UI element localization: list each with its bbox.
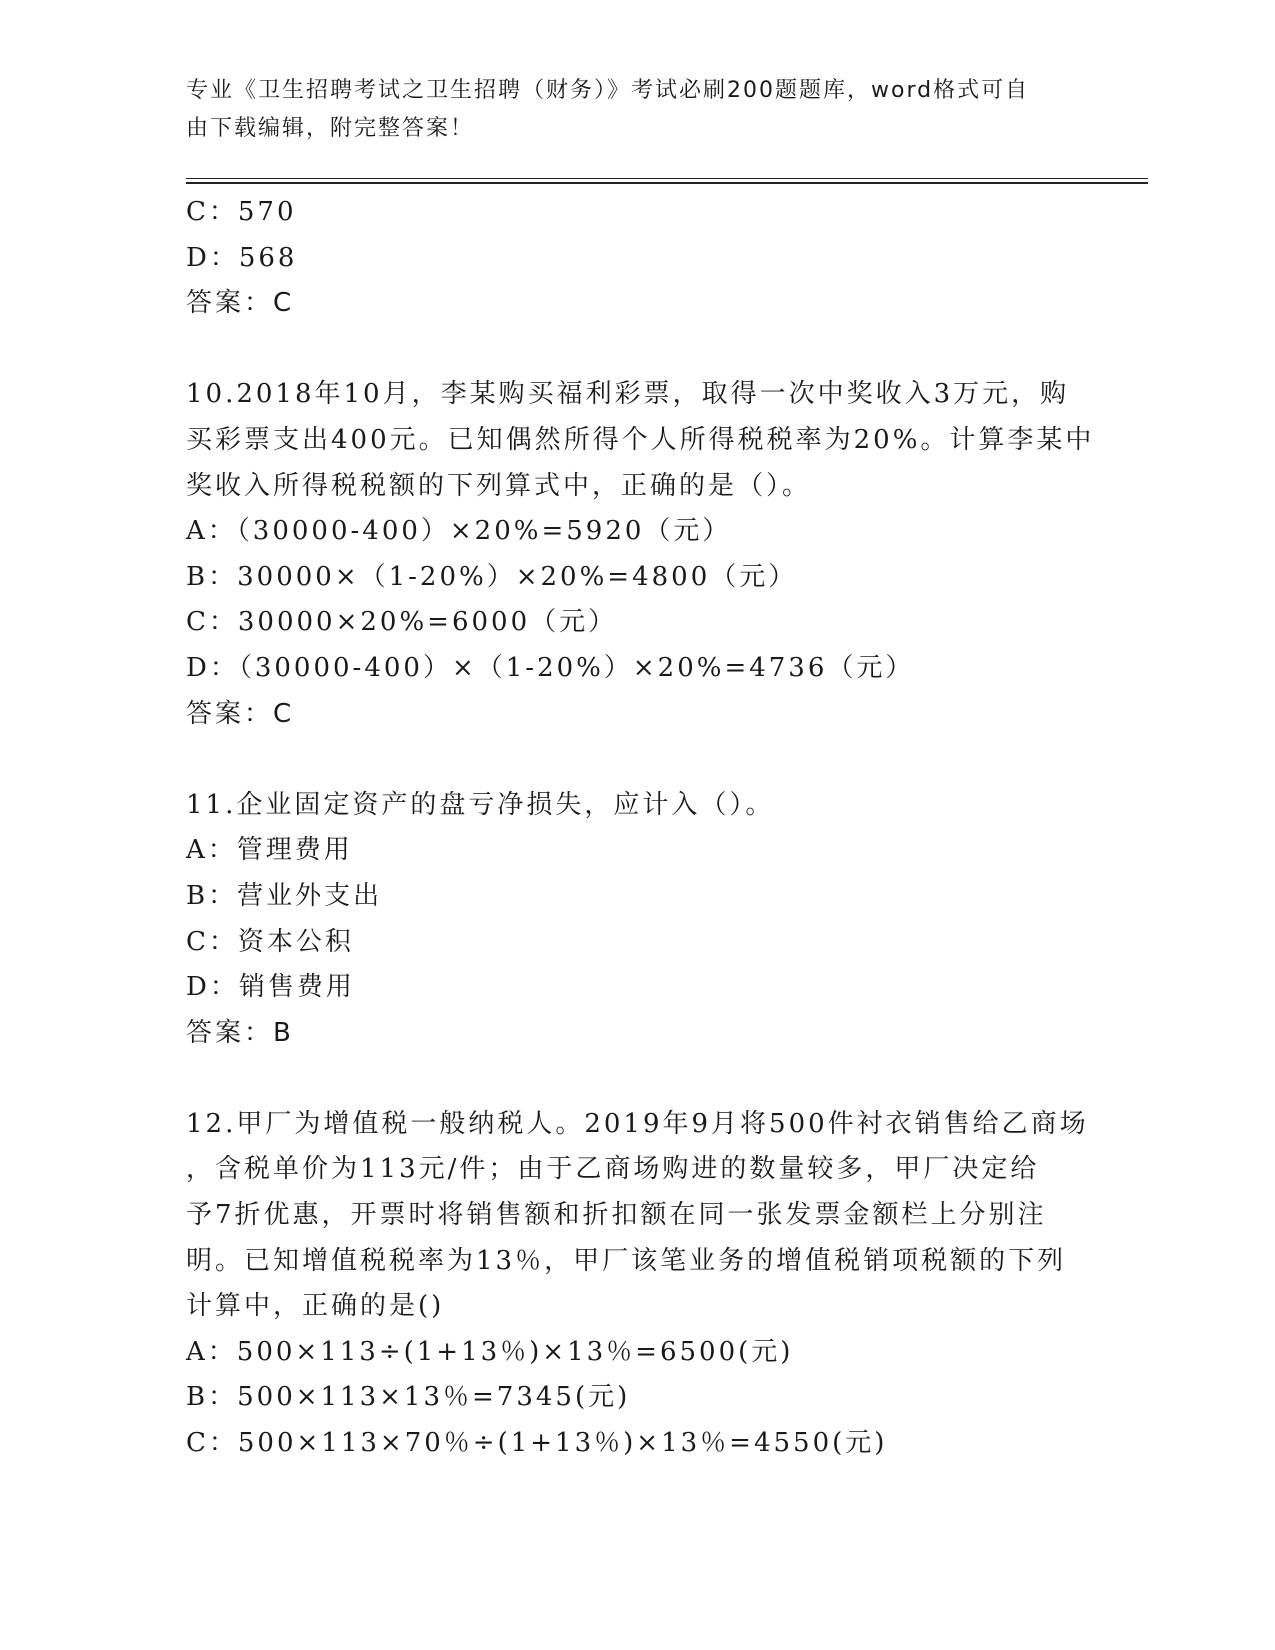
spacer (186, 1056, 1086, 1102)
question-12-option-b: B：500×113×13％=7345(元) (186, 1382, 631, 1413)
question-content (186, 190, 1095, 1467)
question-10-option-d: D：（30000-400）×（1-20%）×20%=4736（元） (186, 652, 915, 683)
question-11-text-1: 11.企业固定资产的盘亏净损失，应计入（）。 (186, 789, 775, 820)
spacer (186, 327, 1086, 373)
question-10-text-1: 10.2018年10月，李某购买福利彩票，取得一次中奖收入3万元，购 (186, 379, 1070, 410)
question-11-option-d: D：销售费用 (186, 972, 355, 1003)
question-11-option-c: C：资本公积 (186, 926, 354, 957)
question-12-text-5: 计算中，正确的是() (186, 1291, 445, 1322)
header-rule-thick (186, 182, 1148, 184)
option-c: C：570 (186, 197, 297, 227)
question-11-answer: 答案：B (186, 1017, 294, 1048)
question-12-text-1: 12.甲厂为增值税一般纳税人。2019年9月将500件衬衣销售给乙商场 (186, 1108, 1089, 1139)
question-10-option-b: B：30000×（1-20%）×20%=4800（元） (186, 561, 798, 592)
question-10-text-2: 买彩票支出400元。已知偶然所得个人所得税税率为20%。计算李某中 (186, 424, 1095, 455)
question-10-option-a: A：（30000-400）×20%=5920（元） (186, 516, 732, 547)
option-d: D：568 (186, 242, 298, 273)
answer-line: 答案：C (186, 288, 295, 319)
question-12-text-3: 予7折优惠，开票时将销售额和折扣额在同一张发票金额栏上分别注 (186, 1200, 1047, 1231)
question-11-option-a: A：管理费用 (186, 835, 353, 866)
question-12-option-c: C：500×113×70％÷(1+13％)×13％=4550(元) (186, 1428, 888, 1459)
header-line-2: 由下载编辑，附完整答案！ (186, 116, 475, 141)
question-10-text-3: 奖收入所得税税额的下列算式中，正确的是（）。 (186, 470, 812, 501)
header-rule-thin (186, 178, 1148, 179)
header-line-1: 专业《卫生招聘考试之卫生招聘（财务）》考试必刷200题题库，word格式可自 (186, 78, 1030, 103)
question-11-option-b: B：营业外支出 (186, 880, 383, 911)
question-12-option-a: A：500×113÷(1+13％)×13％=6500(元) (186, 1336, 794, 1367)
question-10-answer: 答案：C (186, 698, 295, 729)
question-10-option-c: C：30000×20%=6000（元） (186, 607, 618, 638)
spacer (186, 737, 1086, 783)
document-header (186, 72, 1086, 148)
question-12-text-2: ，含税单价为113元/件；由于乙商场购进的数量较多，甲厂决定给 (186, 1154, 1040, 1185)
question-12-text-4: 明。已知增值税税率为13％，甲厂该笔业务的增值税销项税额的下列 (186, 1245, 1067, 1276)
